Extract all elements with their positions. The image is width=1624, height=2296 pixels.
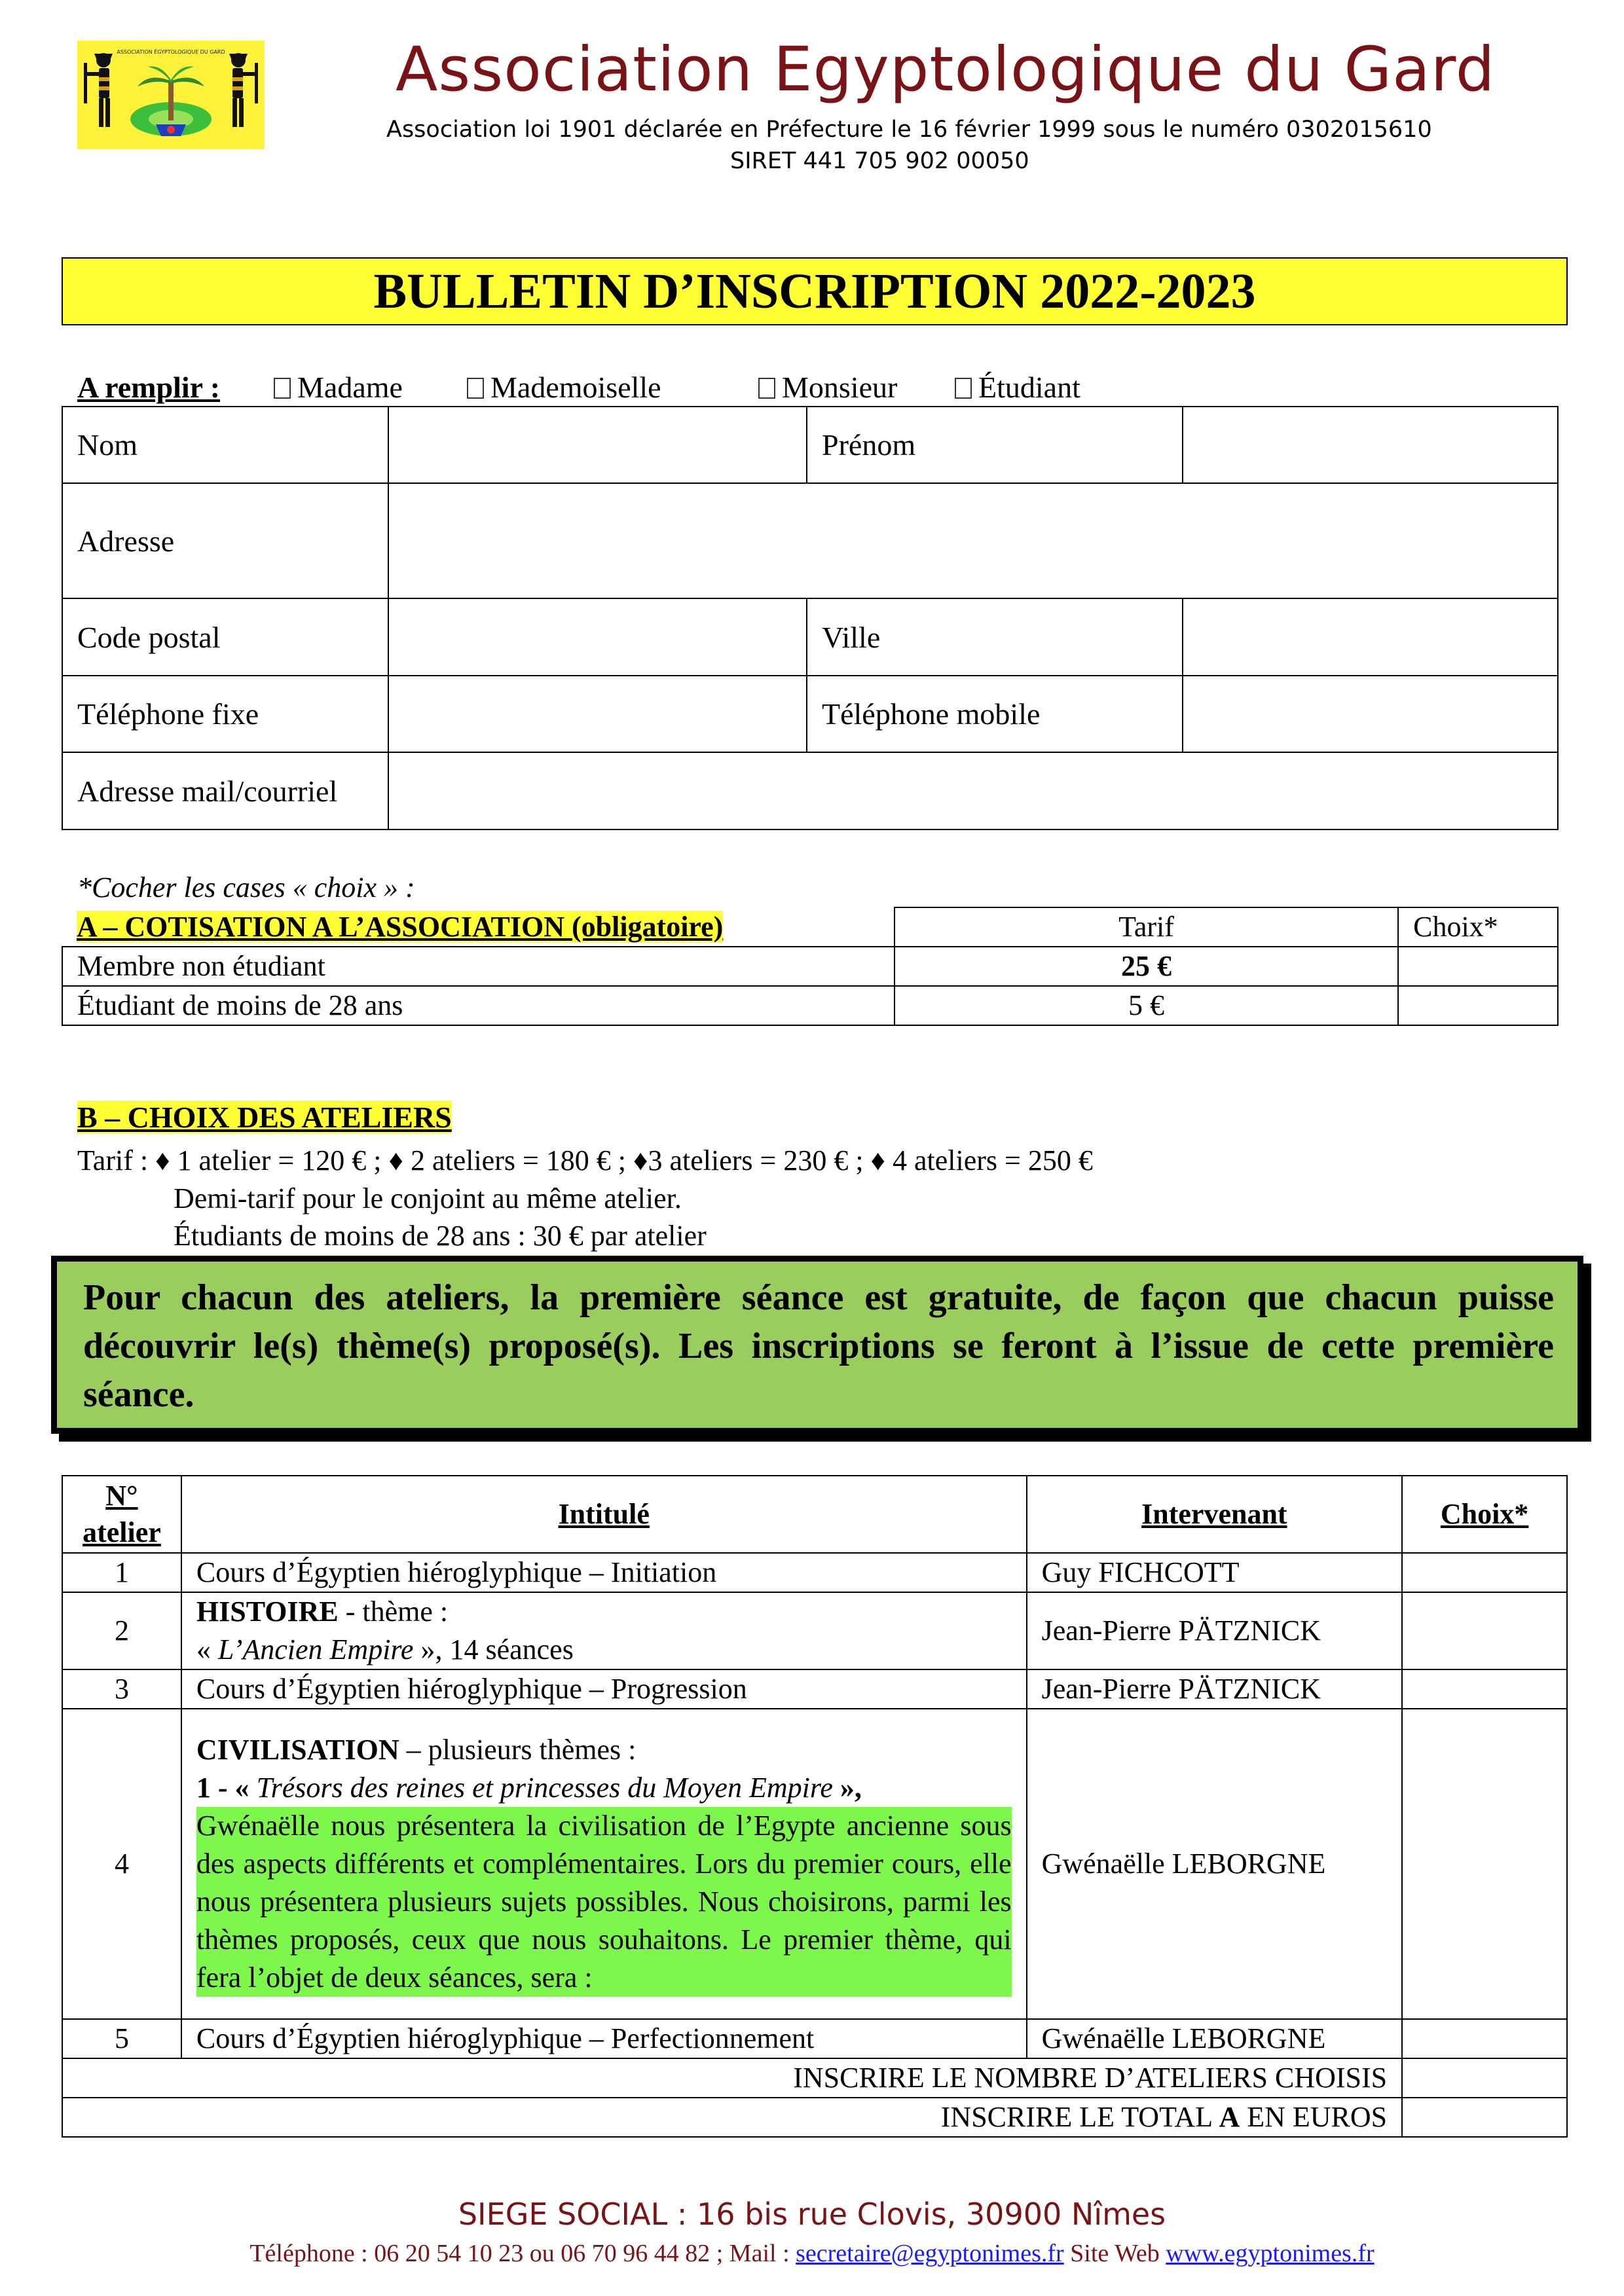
cotisation-row-choice[interactable] bbox=[1398, 947, 1558, 986]
checkbox-icon[interactable] bbox=[274, 378, 291, 399]
footer-mail-label: Mail : bbox=[729, 2240, 790, 2267]
atelier-num: 4 bbox=[62, 1709, 181, 2019]
table-row bbox=[62, 1709, 1567, 2019]
total-euros-post: EN EUROS bbox=[1240, 2101, 1388, 2133]
table-row bbox=[62, 2019, 1567, 2058]
atelier-intervenant: Jean-Pierre PÄTZNICK bbox=[1027, 1592, 1403, 1669]
atelier-choice[interactable] bbox=[1402, 1592, 1567, 1669]
cotisation-choix-header: Choix* bbox=[1398, 907, 1558, 947]
atelier-subtheme-title: L’Ancien Empire bbox=[217, 1633, 414, 1666]
civility-option-label: Madame bbox=[297, 371, 403, 404]
ateliers-section-title bbox=[77, 1100, 452, 1135]
atelier-subtheme-post: », bbox=[832, 1772, 862, 1804]
civility-option-madame[interactable] bbox=[274, 370, 403, 405]
footer-web-link[interactable]: www.egyptonimes.fr bbox=[1166, 2240, 1375, 2267]
cotisation-row-tarif: 25 € bbox=[895, 947, 1398, 986]
col-intitule-header: Intitulé bbox=[181, 1476, 1027, 1553]
egyptian-figures-logo-icon bbox=[77, 41, 265, 149]
ville-label: Ville bbox=[807, 598, 1183, 676]
civility-option-label: Monsieur bbox=[782, 371, 898, 404]
cotisation-table bbox=[62, 907, 1559, 1026]
footer-phone: Téléphone : 06 20 54 10 23 ou 06 70 96 44 82 ; bbox=[249, 2240, 724, 2267]
atelier-theme-rest: - thème : bbox=[338, 1595, 449, 1628]
civility-option-etudiant[interactable] bbox=[955, 370, 1080, 405]
code-postal-field[interactable] bbox=[388, 598, 807, 676]
choice-instruction: *Cocher les cases « choix » : bbox=[77, 871, 415, 903]
atelier-intitule: Cours d’Égyptien hiéroglyphique – Progression bbox=[181, 1669, 1027, 1709]
cotisation-row-label: Membre non étudiant bbox=[62, 947, 895, 986]
footer-mail-link[interactable]: secretaire@egyptonimes.fr bbox=[796, 2240, 1064, 2267]
atelier-choice[interactable] bbox=[1402, 1709, 1567, 2019]
atelier-intitule bbox=[181, 1592, 1027, 1669]
ateliers-title-text: B – CHOIX DES ATELIERS bbox=[77, 1101, 452, 1134]
identity-table bbox=[62, 406, 1559, 830]
atelier-subtheme-pre: « bbox=[196, 1633, 218, 1666]
col-num-header: N° atelier bbox=[62, 1476, 181, 1553]
adresse-field[interactable] bbox=[388, 483, 1558, 598]
checkbox-icon[interactable] bbox=[467, 378, 484, 399]
total-ateliers-label: INSCRIRE LE NOMBRE D’ATELIERS CHOISIS bbox=[62, 2058, 1402, 2098]
col-choix-header: Choix* bbox=[1402, 1476, 1567, 1553]
atelier-num: 2 bbox=[62, 1592, 181, 1669]
atelier-theme-rest: – plusieurs thèmes : bbox=[399, 1734, 637, 1766]
ateliers-conjoint-line: Demi-tarif pour le conjoint au même atelier. bbox=[174, 1182, 682, 1214]
atelier-intervenant: Guy FICHCOTT bbox=[1027, 1553, 1403, 1592]
atelier-theme-bold: CIVILISATION bbox=[196, 1734, 399, 1766]
mail-field[interactable] bbox=[388, 752, 1558, 829]
total-euros-field[interactable] bbox=[1402, 2098, 1567, 2137]
col-intervenant-header: Intervenant bbox=[1027, 1476, 1403, 1553]
tel-fixe-field[interactable] bbox=[388, 676, 807, 752]
ateliers-student-line: Étudiants de moins de 28 ans : 30 € par atelier bbox=[174, 1220, 707, 1252]
total-euros-bold: A bbox=[1219, 2101, 1240, 2133]
first-session-notice: Pour chacun des ateliers, la première séance est gratuite, de façon que chacun puisse découvrir le(s) thème(s) proposé(s). Les inscriptions se feront à l’issue de cette première séance. bbox=[51, 1256, 1583, 1434]
atelier-theme-bold: HISTOIRE bbox=[196, 1595, 339, 1628]
code-postal-label: Code postal bbox=[62, 598, 388, 676]
footer-contact bbox=[0, 2239, 1624, 2268]
association-siret: SIRET 441 705 902 00050 bbox=[730, 148, 1029, 174]
prenom-label: Prénom bbox=[807, 407, 1183, 483]
atelier-intervenant: Gwénaëlle LEBORGNE bbox=[1027, 2019, 1403, 2058]
atelier-intervenant: Gwénaëlle LEBORGNE bbox=[1027, 1709, 1403, 2019]
cotisation-title-cell bbox=[62, 907, 895, 947]
civility-label: A remplir : bbox=[77, 371, 221, 404]
table-row bbox=[62, 2098, 1567, 2137]
nom-field[interactable] bbox=[388, 407, 807, 483]
ville-field[interactable] bbox=[1183, 598, 1558, 676]
atelier-subtheme-post: », 14 séances bbox=[413, 1633, 574, 1666]
ateliers-table bbox=[62, 1475, 1568, 2138]
atelier-choice[interactable] bbox=[1402, 1669, 1567, 1709]
cotisation-tarif-header: Tarif bbox=[895, 907, 1398, 947]
association-logo bbox=[77, 41, 265, 149]
cotisation-title: A – COTISATION A L’ASSOCIATION (obligatoire) bbox=[77, 910, 724, 943]
total-euros-label bbox=[62, 2098, 1402, 2137]
atelier-description-highlight: Gwénaëlle nous présentera la civilisation de l’Egypte ancienne sous des aspects différents et complémentaires. Lors du premier cours, elle nous présentera plusieurs sujets possibles. Nous choisirons, parmi les thèmes proposés, ceux que nous souhaitons. Le premier thème, qui fera l’objet de deux séances, sera : bbox=[196, 1807, 1012, 1997]
ateliers-tarif-line: Tarif : ♦ 1 atelier = 120 € ; ♦ 2 ateliers = 180 € ; ♦3 ateliers = 230 € ; ♦ 4 ateliers = 250 € bbox=[77, 1144, 1093, 1176]
atelier-subtheme-title: Trésors des reines et princesses du Moyen Empire bbox=[256, 1772, 833, 1804]
table-row bbox=[62, 1669, 1567, 1709]
cotisation-row-label: Étudiant de moins de 28 ans bbox=[62, 986, 895, 1025]
form-title-banner: BULLETIN D’INSCRIPTION 2022-2023 bbox=[62, 257, 1568, 325]
adresse-label: Adresse bbox=[62, 483, 388, 598]
atelier-choice[interactable] bbox=[1402, 2019, 1567, 2058]
tel-mobile-field[interactable] bbox=[1183, 676, 1558, 752]
total-ateliers-field[interactable] bbox=[1402, 2058, 1567, 2098]
prenom-field[interactable] bbox=[1183, 407, 1558, 483]
atelier-num: 1 bbox=[62, 1553, 181, 1592]
checkbox-icon[interactable] bbox=[758, 378, 775, 399]
atelier-num: 3 bbox=[62, 1669, 181, 1709]
atelier-intitule bbox=[181, 1709, 1027, 2019]
atelier-intervenant: Jean-Pierre PÄTZNICK bbox=[1027, 1669, 1403, 1709]
association-registration: Association loi 1901 déclarée en Préfecture le 16 février 1999 sous le numéro 0302015610 bbox=[386, 117, 1432, 143]
checkbox-icon[interactable] bbox=[955, 378, 972, 399]
atelier-intitule: Cours d’Égyptien hiéroglyphique – Perfectionnement bbox=[181, 2019, 1027, 2058]
footer-web-label: Site Web bbox=[1070, 2240, 1160, 2267]
total-euros-pre: INSCRIRE LE TOTAL bbox=[940, 2101, 1219, 2133]
civility-option-label: Étudiant bbox=[978, 371, 1080, 404]
nom-label: Nom bbox=[62, 407, 388, 483]
civility-option-monsieur[interactable] bbox=[758, 370, 897, 405]
mail-label: Adresse mail/courriel bbox=[62, 752, 388, 829]
footer-address: SIEGE SOCIAL : 16 bis rue Clovis, 30900 Nîmes bbox=[458, 2196, 1166, 2232]
table-row bbox=[62, 2058, 1567, 2098]
atelier-intitule: Cours d’Égyptien hiéroglyphique – Initiation bbox=[181, 1553, 1027, 1592]
atelier-num: 5 bbox=[62, 2019, 181, 2058]
logo-text: ASSOCIATION ÉGYPTOLOGIQUE DU GARD bbox=[117, 49, 225, 55]
cotisation-row-choice[interactable] bbox=[1398, 986, 1558, 1025]
table-row bbox=[62, 1553, 1567, 1592]
atelier-subtheme-pre: 1 - « bbox=[196, 1772, 257, 1804]
tel-fixe-label: Téléphone fixe bbox=[62, 676, 388, 752]
civility-option-label: Mademoiselle bbox=[490, 371, 661, 404]
table-row bbox=[62, 1592, 1567, 1669]
tel-mobile-label: Téléphone mobile bbox=[807, 676, 1183, 752]
cotisation-row-tarif: 5 € bbox=[895, 986, 1398, 1025]
atelier-choice[interactable] bbox=[1402, 1553, 1567, 1592]
association-title: Association Egyptologique du Gard bbox=[396, 34, 1496, 105]
civility-option-mademoiselle[interactable] bbox=[467, 370, 661, 405]
